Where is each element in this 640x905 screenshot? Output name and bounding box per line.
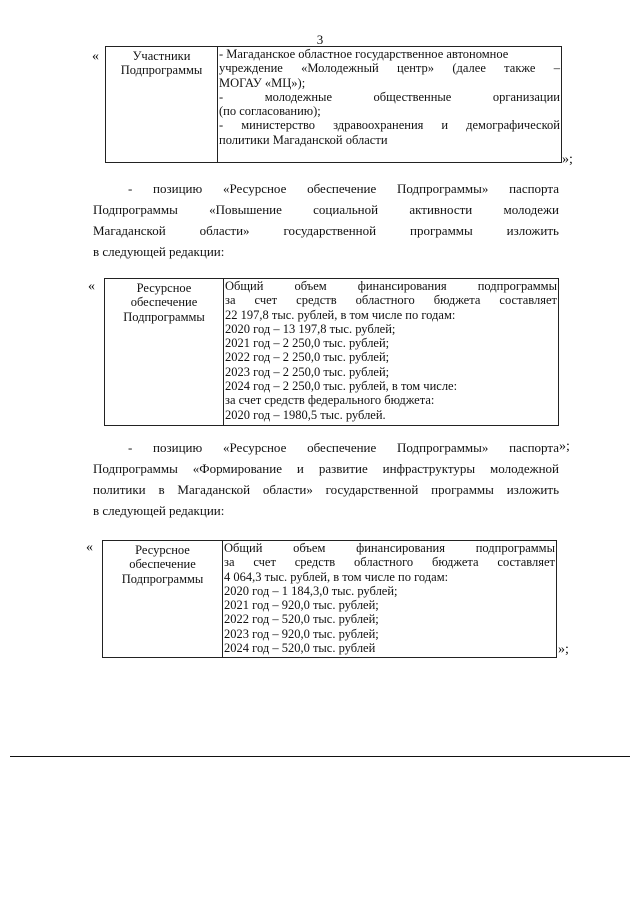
resource-table-1 — [104, 278, 559, 426]
participants-line: политики Магаданской области — [219, 132, 388, 147]
closing-quote: »; — [559, 439, 570, 454]
resource-line: 2022 год – 520,0 тыс. рублей; — [224, 612, 379, 627]
resource-line: 2020 год – 1 184,3,0 тыс. рублей; — [224, 583, 398, 598]
paragraph-line: - позицию «Ресурсное обеспечение Подпрограммы» паспорта — [128, 440, 559, 455]
resource-line: Общий объем финансирования подпрограммы — [225, 279, 557, 293]
participants-cell — [218, 47, 562, 163]
resource-line: 2021 год – 2 250,0 тыс. рублей; — [225, 336, 390, 351]
resource-label: Ресурсное обеспечение Подпрограммы — [105, 279, 224, 426]
resource-line: 2020 год – 1980,5 тыс. рублей. — [225, 407, 386, 422]
instruction-paragraph — [93, 178, 559, 262]
closing-quote: »; — [558, 642, 569, 657]
paragraph-line: Магаданской области» государственной программы изложить — [93, 223, 559, 238]
resource-line: 2023 год – 920,0 тыс. рублей; — [224, 626, 379, 641]
resource-cell — [223, 541, 557, 658]
resource-line: за счет средств областного бюджета составляет — [225, 293, 557, 308]
paragraph-line: - позицию «Ресурсное обеспечение Подпрограммы» паспорта — [128, 181, 559, 196]
participants-line: - молодежные общественные организации — [219, 89, 560, 104]
resource-line: 2021 год – 920,0 тыс. рублей; — [224, 598, 379, 613]
resource-line: 2024 год – 2 250,0 тыс. рублей, в том числе: — [225, 379, 458, 394]
opening-quote: « — [86, 540, 93, 555]
footer-rule — [10, 756, 630, 757]
resource-line: Общий объем финансирования подпрограммы — [224, 541, 555, 555]
resource-table-2 — [102, 540, 557, 658]
paragraph-line: в следующей редакции: — [93, 244, 225, 259]
opening-quote: « — [88, 279, 95, 294]
resource-line: 2022 год – 2 250,0 тыс. рублей; — [225, 350, 390, 365]
resource-cell — [224, 279, 559, 426]
participants-line: - Магаданское областное государственное автономное — [219, 47, 509, 61]
paragraph-line: в следующей редакции: — [93, 503, 225, 518]
resource-line: за счет средств областного бюджета составляет — [224, 555, 555, 570]
resource-line: 4 064,3 тыс. рублей, в том числе по годам: — [224, 569, 449, 584]
instruction-paragraph — [93, 437, 559, 521]
paragraph-line: Подпрограммы «Повышение социальной активности молодежи — [93, 202, 559, 217]
participants-line: - министерство здравоохранения и демографической — [219, 118, 560, 133]
paragraph-line: Подпрограммы «Формирование и развитие инфраструктуры молодежной — [93, 461, 559, 476]
opening-quote: « — [92, 49, 99, 64]
participants-line: (по согласованию); — [219, 104, 321, 119]
paragraph-line: политики в Магаданской области» государственной программы изложить — [93, 482, 559, 497]
resource-line: 2023 год – 2 250,0 тыс. рублей; — [225, 364, 390, 379]
closing-quote: »; — [562, 152, 573, 167]
resource-line: 22 197,8 тыс. рублей, в том числе по годам: — [225, 307, 456, 322]
participants-line: МОГАУ «МЦ»); — [219, 75, 306, 90]
participants-table — [105, 46, 562, 163]
page-number: 3 — [316, 32, 324, 47]
resource-line: за счет средств федерального бюджета: — [225, 393, 435, 408]
participants-line: учреждение «Молодежный центр» (далее также – — [219, 61, 560, 76]
resource-line: 2020 год – 13 197,8 тыс. рублей; — [225, 321, 396, 336]
resource-line: 2024 год – 520,0 тыс. рублей — [224, 641, 376, 656]
participants-label: Участники Подпрограммы — [106, 47, 218, 163]
resource-label: Ресурсное обеспечение Подпрограммы — [103, 541, 223, 658]
